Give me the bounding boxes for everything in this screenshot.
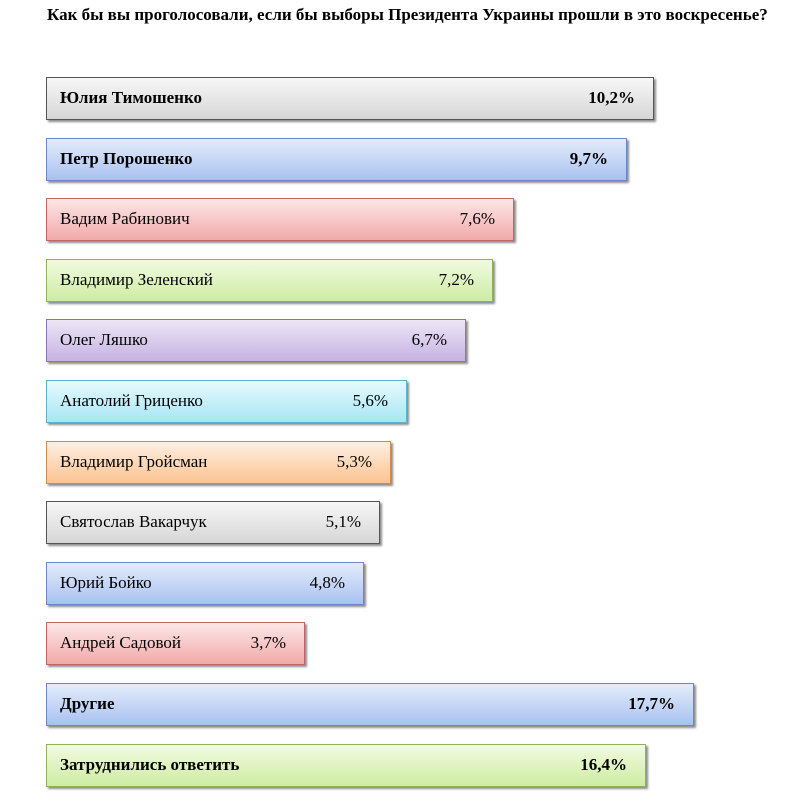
bar-value-label: 9,7% [569,149,608,168]
bar-label: Вадим Рабинович [60,209,190,228]
bar-label: Владимир Гройсман [60,452,208,471]
bar-value-label: 4,8% [309,573,345,592]
bar-5 [46,319,466,362]
bar-1 [46,77,654,120]
bar-3 [46,198,514,241]
bar-label: Другие [60,694,115,713]
bar-label: Владимир Зеленский [60,270,213,289]
bar-label: Затруднились ответить [60,755,240,774]
bar-label: Святослав Вакарчук [60,512,207,531]
bar-label: Андрей Садовой [60,633,181,652]
bar-label: Олег Ляшко [60,330,148,349]
bar-7 [46,441,391,484]
bar-value-label: 5,6% [352,391,388,410]
bar-12 [46,744,646,787]
question-title: Как бы вы проголосовали, если бы выборы Президента Украины прошли в это воскресенье? [47,5,768,24]
bar-2 [46,138,627,181]
bar-label: Анатолий Гриценко [60,391,203,410]
bar-value-label: 10,2% [588,88,635,107]
bar-value-label: 3,7% [250,633,286,652]
bar-6 [46,380,407,423]
bar-value-label: 17,7% [628,694,675,713]
bar-4 [46,259,493,302]
bar-label: Юрий Бойко [60,573,152,592]
bar-label: Петр Порошенко [60,149,193,168]
bar-10 [46,622,305,665]
bar-11 [46,683,694,726]
bar-8 [46,501,380,544]
bar-label: Юлия Тимошенко [60,88,203,107]
bar-value-label: 7,6% [459,209,495,228]
bar-value-label: 7,2% [438,270,474,289]
bar-9 [46,562,364,605]
bar-value-label: 5,1% [325,512,361,531]
bar-value-label: 16,4% [580,755,627,774]
bar-value-label: 5,3% [336,452,372,471]
bar-value-label: 6,7% [411,330,447,349]
